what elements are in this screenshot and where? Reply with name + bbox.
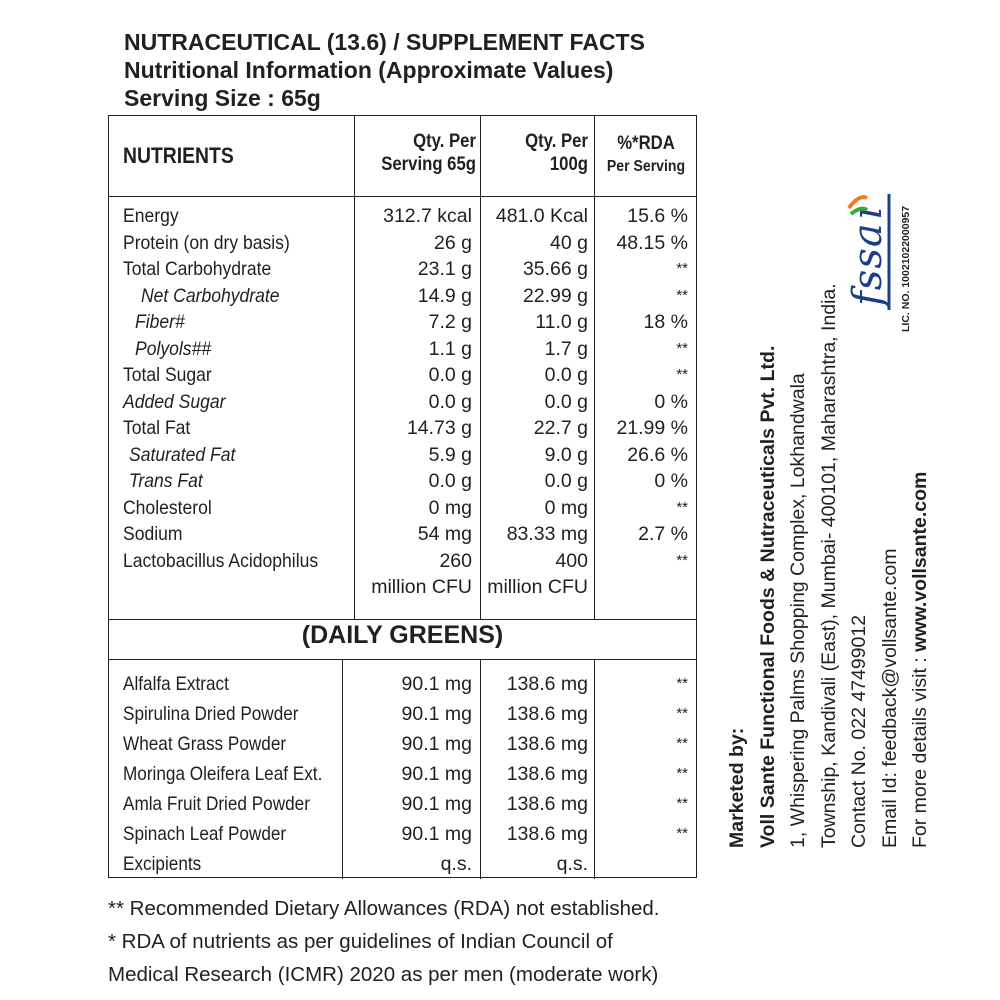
nutrient-rda: 26.6 %: [627, 443, 688, 466]
section-divider-bottom: [109, 659, 696, 660]
header-divider: [109, 196, 696, 197]
nutrient-rda: 0 %: [654, 470, 688, 492]
greens-rda: **: [676, 825, 688, 842]
nutrient-per100: 481.0 Kcal: [495, 205, 588, 227]
nutrient-per100: 9.0 g: [544, 443, 588, 466]
nutrient-per100: 83.33 mg: [506, 523, 588, 545]
column-header-serving: Qty. Per Serving 65g: [381, 131, 476, 175]
marketer-website: For more details visit : www.vollsante.com: [909, 471, 931, 848]
greens-serving: q.s.: [440, 853, 472, 875]
nutrient-per100: 22.7 g: [533, 417, 588, 439]
nutrient-name: Total Fat: [123, 417, 191, 439]
greens-name: Spirulina Dried Powder: [123, 703, 299, 725]
nutrient-rda: **: [676, 260, 688, 277]
cfu-per100: million CFU: [487, 576, 588, 598]
column-divider: [480, 116, 481, 619]
greens-per100: 138.6 mg: [506, 763, 588, 785]
greens-per100: 138.6 mg: [506, 673, 588, 695]
label-subtitle: Nutritional Information (Approximate Values): [124, 57, 614, 83]
column-divider: [480, 659, 481, 879]
column-divider: [354, 116, 355, 619]
nutrient-name: Net Carbohydrate: [141, 284, 280, 307]
greens-per100: 138.6 mg: [506, 703, 588, 725]
greens-rda: **: [676, 705, 688, 722]
column-header-nutrients: NUTRIENTS: [123, 143, 234, 168]
nutrient-name: Protein (on dry basis): [123, 231, 290, 254]
svg-text:ı: ı: [845, 207, 891, 220]
nutrient-per100: 1.7 g: [544, 337, 588, 360]
nutrient-serving: 0.0 g: [428, 390, 472, 413]
greens-serving: 90.1 mg: [401, 673, 472, 695]
greens-per100: 138.6 mg: [506, 823, 588, 845]
nutrient-per100: 0.0 g: [544, 390, 588, 413]
greens-rda: **: [676, 765, 688, 782]
nutrient-rda: 48.15 %: [616, 231, 688, 254]
nutrient-serving: 23.1 g: [417, 258, 472, 280]
nutrient-serving: 0.0 g: [428, 470, 472, 492]
nutrient-serving: 312.7 kcal: [383, 205, 472, 227]
svg-text:fssa: fssa: [845, 222, 891, 306]
marketer-info: [722, 283, 936, 848]
nutrient-name: Sodium: [123, 523, 183, 545]
column-divider: [342, 659, 343, 879]
nutrient-serving: 26 g: [434, 231, 472, 254]
nutrient-rda: **: [676, 498, 688, 516]
nutrient-name: Saturated Fat: [129, 443, 236, 466]
nutrient-serving: 1.1 g: [428, 337, 472, 360]
greens-serving: 90.1 mg: [401, 793, 472, 815]
marketer-email: Email Id: feedback@vollsante.com: [878, 548, 901, 848]
nutrient-rda: **: [676, 551, 688, 569]
column-header-rda: %*RDA Per Serving: [606, 133, 686, 175]
column-divider: [594, 116, 595, 619]
nutrient-per100: 0.0 g: [544, 364, 588, 386]
nutrient-rda: 18 %: [643, 311, 688, 333]
cfu-serving: million CFU: [371, 576, 472, 598]
nutrient-per100: 0.0 g: [544, 470, 588, 492]
label-title: NUTRACEUTICAL (13.6) / SUPPLEMENT FACTS: [124, 29, 645, 55]
greens-per100: 138.6 mg: [506, 733, 588, 755]
greens-serving: 90.1 mg: [401, 763, 472, 785]
nutrient-per100: 400: [555, 549, 588, 572]
greens-per100: 138.6 mg: [506, 793, 588, 815]
greens-serving: 90.1 mg: [401, 733, 472, 755]
greens-name: Moringa Oleifera Leaf Ext.: [123, 763, 323, 785]
nutrient-serving: 260: [439, 549, 472, 572]
fssai-logo-icon: [845, 192, 893, 312]
greens-name: Alfalfa Extract: [123, 673, 229, 695]
greens-rda: **: [676, 735, 688, 752]
nutrient-serving: 14.73 g: [406, 417, 472, 439]
nutrient-name: Fiber#: [135, 311, 185, 333]
greens-name: Wheat Grass Powder: [123, 733, 287, 755]
nutrient-name: Trans Fat: [129, 470, 203, 492]
nutrient-rda: 15.6 %: [627, 205, 688, 227]
nutrient-rda: 2.7 %: [638, 523, 688, 545]
nutrient-serving: 5.9 g: [428, 443, 472, 466]
nutrient-name: Total Sugar: [123, 364, 212, 386]
marketer-address-1: 1, Whispering Palms Shopping Complex, Lokhandwala: [787, 373, 809, 848]
greens-rda: **: [676, 675, 688, 692]
footnote-icmr-2: Medical Research (ICMR) 2020 as per men (moderate work): [108, 963, 659, 986]
footnote-rda: ** Recommended Dietary Allowances (RDA) not established.: [108, 897, 660, 920]
nutrient-rda: 21.99 %: [616, 417, 688, 439]
nutrient-per100: 22.99 g: [522, 284, 588, 307]
marketer-label: Marketed by:: [726, 727, 748, 848]
nutrient-name: Polyols##: [135, 337, 212, 360]
nutrient-serving: 0.0 g: [428, 364, 472, 386]
nutrient-rda: 0 %: [654, 390, 688, 413]
nutrient-serving: 7.2 g: [428, 311, 472, 333]
fssai-license-number: LIC. NO. 10021022000957: [900, 205, 912, 332]
nutrient-serving: 54 mg: [417, 523, 472, 545]
nutrient-serving: 0 mg: [428, 496, 472, 519]
nutrient-per100: 11.0 g: [535, 311, 588, 333]
nutrient-per100: 40 g: [550, 231, 588, 254]
nutrient-name: Lactobacillus Acidophilus: [123, 549, 319, 572]
column-divider: [594, 659, 595, 879]
marketer-address-2: Township, Kandivali (East), Mumbai- 400101, Maharashtra, India.: [817, 283, 840, 848]
nutrient-name: Added Sugar: [123, 390, 226, 413]
marketer-contact: Contact No. 022 47499012: [848, 614, 870, 848]
greens-per100: q.s.: [556, 853, 588, 875]
section-divider-top: [109, 619, 696, 620]
nutrient-name: Total Carbohydrate: [123, 258, 272, 280]
greens-name: Spinach Leaf Powder: [123, 823, 287, 845]
greens-serving: 90.1 mg: [401, 703, 472, 725]
nutrient-name: Cholesterol: [123, 496, 212, 519]
greens-name: Amla Fruit Dried Powder: [123, 793, 310, 815]
greens-serving: 90.1 mg: [401, 823, 472, 845]
nutrient-per100: 0 mg: [544, 496, 588, 519]
nutrient-rda: **: [676, 366, 688, 383]
greens-rda: **: [676, 795, 688, 812]
nutrient-rda: **: [676, 339, 688, 357]
daily-greens-title: (DAILY GREENS): [301, 621, 504, 649]
label-header: [124, 28, 645, 112]
column-header-per100: Qty. Per 100g: [525, 131, 588, 175]
supplement-facts-table: [108, 115, 697, 878]
serving-size: Serving Size : 65g: [124, 85, 321, 111]
nutrient-per100: 35.66 g: [522, 258, 588, 280]
footnote-icmr-1: * RDA of nutrients as per guidelines of Indian Council of: [108, 930, 613, 953]
marketer-company: Voll Sante Functional Foods & Nutraceuticals Pvt. Ltd.: [756, 345, 779, 848]
nutrient-rda: **: [676, 286, 688, 304]
nutrient-serving: 14.9 g: [417, 284, 472, 307]
nutrient-name: Energy: [123, 205, 179, 227]
greens-name: Excipients: [123, 853, 202, 875]
